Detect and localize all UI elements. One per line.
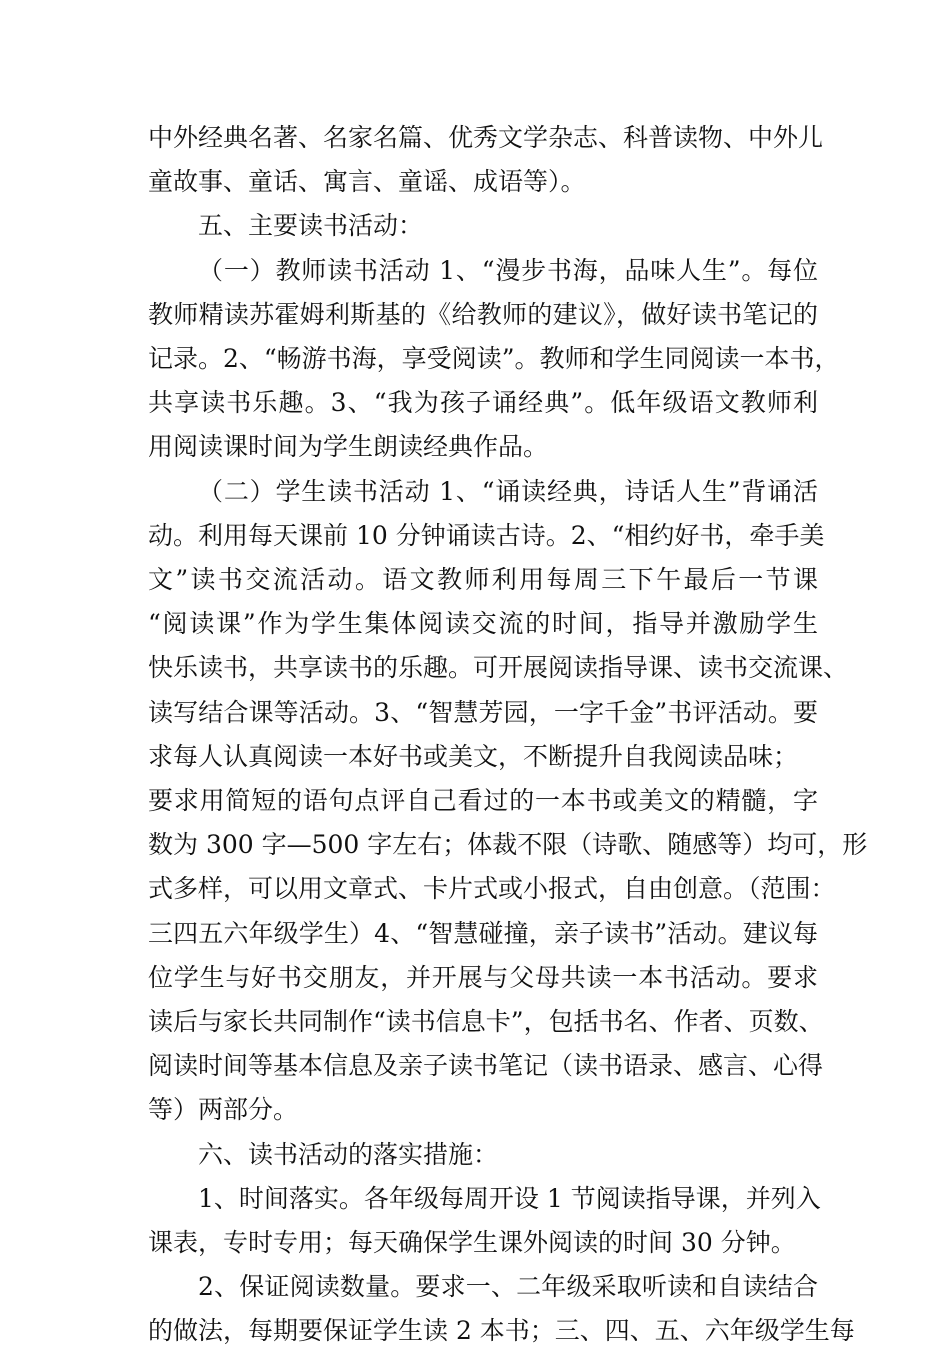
paragraph-line: 要求用简短的语句点评自己看过的一本书或美文的精髓，字 [148,786,818,815]
paragraph-line: 童故事、童话、寓言、童谣、成语等）。 [148,167,586,197]
paragraph-line: 文”读书交流活动。语文教师利用每周三下午最后一节课 [148,565,818,594]
section-heading: 五、主要读书活动： [198,211,424,241]
paragraph-line: 中外经典名著、名家名篇、优秀文学杂志、科普读物、中外儿 [148,123,824,152]
paragraph-line: 式多样，可以用文章式、卡片式或小报式，自由创意。（范围： [148,874,836,904]
paragraph-line: （一）教师读书活动 1、“漫步书海，品味人生”。每位 [198,255,818,285]
paragraph-line: 用阅读课时间为学生朗读经典作品。 [148,432,549,462]
paragraph-line: 1、时间落实。各年级每周开设 1 节阅读指导课，并列入 [198,1183,821,1213]
section-heading: 六、读书活动的落实措施： [198,1139,499,1169]
paragraph-line: 三四五六年级学生）4、“智慧碰撞，亲子读书”活动。建议每 [148,918,818,948]
paragraph-line: 位学生与好书交朋友，并开展与父母共读一本书活动。要求 [148,962,818,992]
paragraph-line: 动。利用每天课前 10 分钟诵读古诗。2、“相约好书，牵手美 [148,520,825,550]
paragraph-line: 读写结合课等活动。3、“智慧芳园，一字千金”书评活动。要 [148,697,818,727]
paragraph-line: 数为 300 字—500 字左右；体裁不限（诗歌、随感等）均可，形 [148,830,868,860]
paragraph-line: （二）学生读书活动 1、“诵读经典，诗话人生”背诵活 [198,476,818,506]
paragraph-line: 读后与家长共同制作“读书信息卡”，包括书名、作者、页数、 [148,1007,824,1036]
paragraph-line: 的做法，每期要保证学生读 2 本书；三、四、五、六年级学生每 [148,1316,855,1346]
paragraph-line: 共享读书乐趣。3、“我为孩子诵经典”。低年级语文教师利 [148,388,818,418]
paragraph-line: 阅读时间等基本信息及亲子读书笔记（读书语录、感言、心得 [148,1051,824,1081]
paragraph-line: 课表，专时专用；每天确保学生课外阅读的时间 30 分钟。 [148,1228,796,1257]
paragraph-line: 记录。2、“畅游书海，享受阅读”。教师和学生同阅读一本书， [148,344,840,373]
paragraph-line: 快乐读书，共享读书的乐趣。可开展阅读指导课、读书交流课、 [148,653,849,683]
paragraph-line: “阅读课”作为学生集体阅读交流的时间，指导并激励学生 [148,609,818,639]
paragraph-line: 等）两部分。 [148,1095,299,1125]
paragraph-line: 教师精读苏霍姆利斯基的《给教师的建议》，做好读书笔记的 [148,299,818,329]
paragraph-line: 2、保证阅读数量。要求一、二年级采取听读和自读结合 [198,1272,818,1302]
paragraph-line: 求每人认真阅读一本好书或美文，不断提升自我阅读品味； [148,741,799,771]
